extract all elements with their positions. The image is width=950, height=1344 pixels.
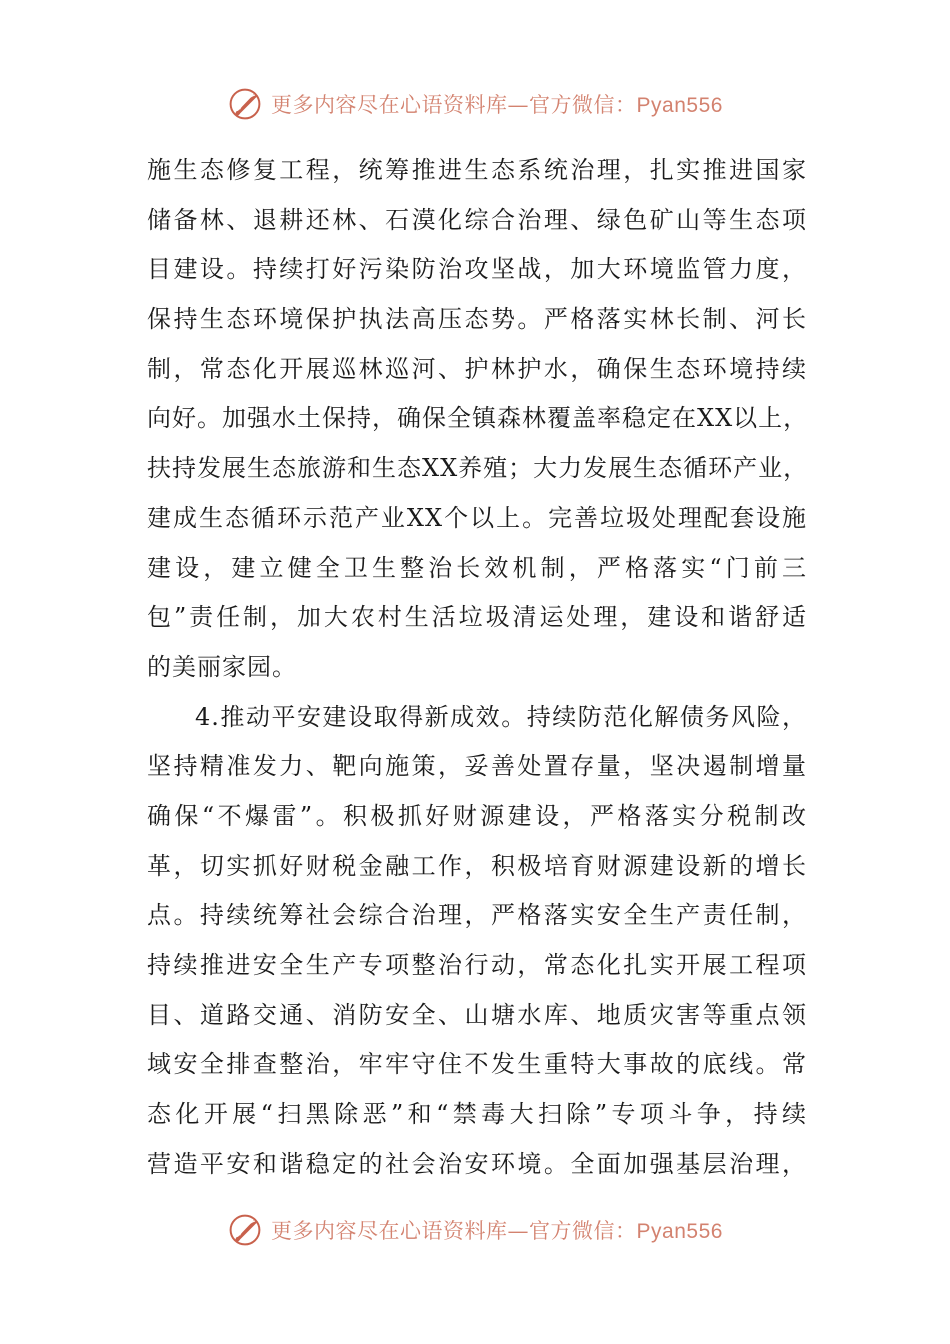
- text-line: 目、道路交通、消防安全、山塘水库、地质灾害等重点领: [147, 1000, 807, 1029]
- text-line: 的美丽家园。: [147, 652, 297, 681]
- text-line: 向好。加强水土保持，确保全镇森林覆盖率稳定在XX以上，: [147, 404, 809, 433]
- text-line: 储备林、退耕还林、石漠化综合治理、绿色矿山等生态项: [147, 205, 807, 234]
- text-line: 持续推进安全生产专项整治行动，常态化扎实开展工程项: [147, 951, 807, 979]
- text-line: 施生态修复工程，统筹推进生态系统治理，扎实推进国家: [147, 156, 807, 184]
- quill-pen-seal-icon: [227, 1212, 263, 1248]
- text-line: 保持生态环境保护执法高压态势。严格落实林长制、河长: [147, 305, 807, 334]
- text-line: 点。持续统筹社会综合治理，严格落实安全生产责任制，: [147, 901, 807, 930]
- text-line: 目建设。持续打好污染防治攻坚战，加大环境监管力度，: [147, 255, 807, 284]
- text-line: 革，切实抓好财税金融工作，积极培育财源建设新的增长: [147, 851, 807, 880]
- watermark-text: 更多内容尽在心语资料库—官方微信：Pyan556: [271, 93, 723, 117]
- text-line: 扶持发展生态旅游和生态XX养殖；大力发展生态循环产业，: [147, 454, 809, 483]
- document-body: [147, 146, 807, 1189]
- text-line: 态化开展“扫黑除恶”和“禁毒大扫除”专项斗争，持续: [147, 1100, 807, 1129]
- text-line: 营造平安和谐稳定的社会治安环境。全面加强基层治理，: [147, 1149, 807, 1178]
- text-line: 包”责任制，加大农村生活垃圾清运处理，建设和谐舒适: [147, 603, 807, 632]
- wechat-id: Pyan556: [636, 1220, 723, 1243]
- text-line: 建成生态循环示范产业XX个以上。完善垃圾处理配套设施: [147, 503, 807, 532]
- text-line: 坚持精准发力、靶向施策，妥善处置存量，坚决遏制增量: [147, 752, 807, 781]
- text-line: 制，常态化开展巡林巡河、护林护水，确保生态环境持续: [147, 354, 807, 383]
- watermark-text: 更多内容尽在心语资料库—官方微信：Pyan556: [271, 1219, 723, 1243]
- quill-pen-seal-icon: [227, 86, 263, 122]
- header-watermark: [0, 82, 950, 126]
- section-heading-line: 4.推动平安建设取得新成效。持续防范化解债务风险，: [195, 702, 807, 731]
- text-line: 确保“不爆雷”。积极抓好财源建设，严格落实分税制改: [147, 801, 807, 830]
- wechat-id: Pyan556: [636, 94, 723, 117]
- text-line: 建设，建立健全卫生整治长效机制，严格落实“门前三: [147, 553, 807, 582]
- text-line: 域安全排查整治，牢牢守住不发生重特大事故的底线。常: [147, 1050, 807, 1079]
- footer-watermark: [0, 1208, 950, 1252]
